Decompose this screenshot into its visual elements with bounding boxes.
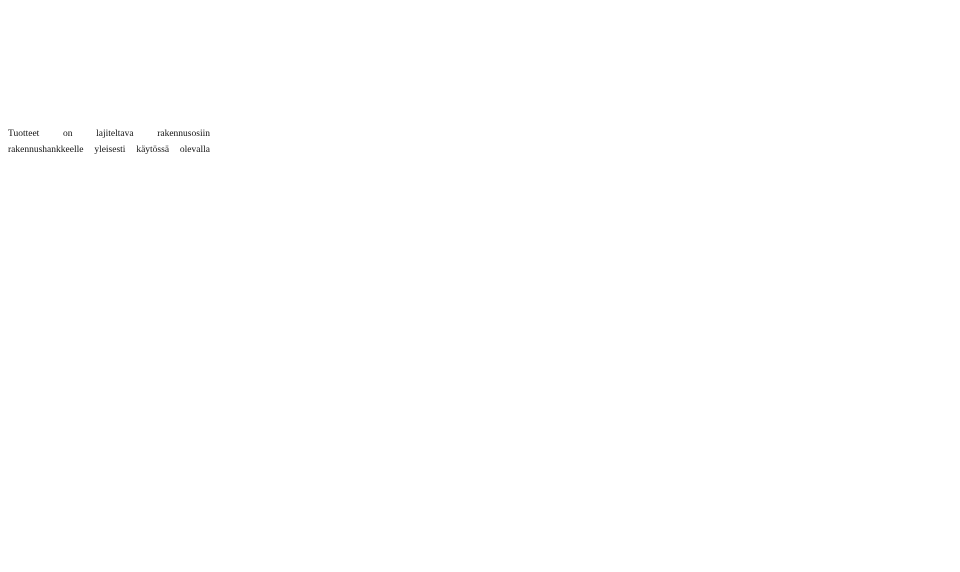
product-description: Tuotteet on lajiteltava rakennusosiin rakennushankkeelle yleisesti käytössä olevalla (8, 129, 210, 155)
